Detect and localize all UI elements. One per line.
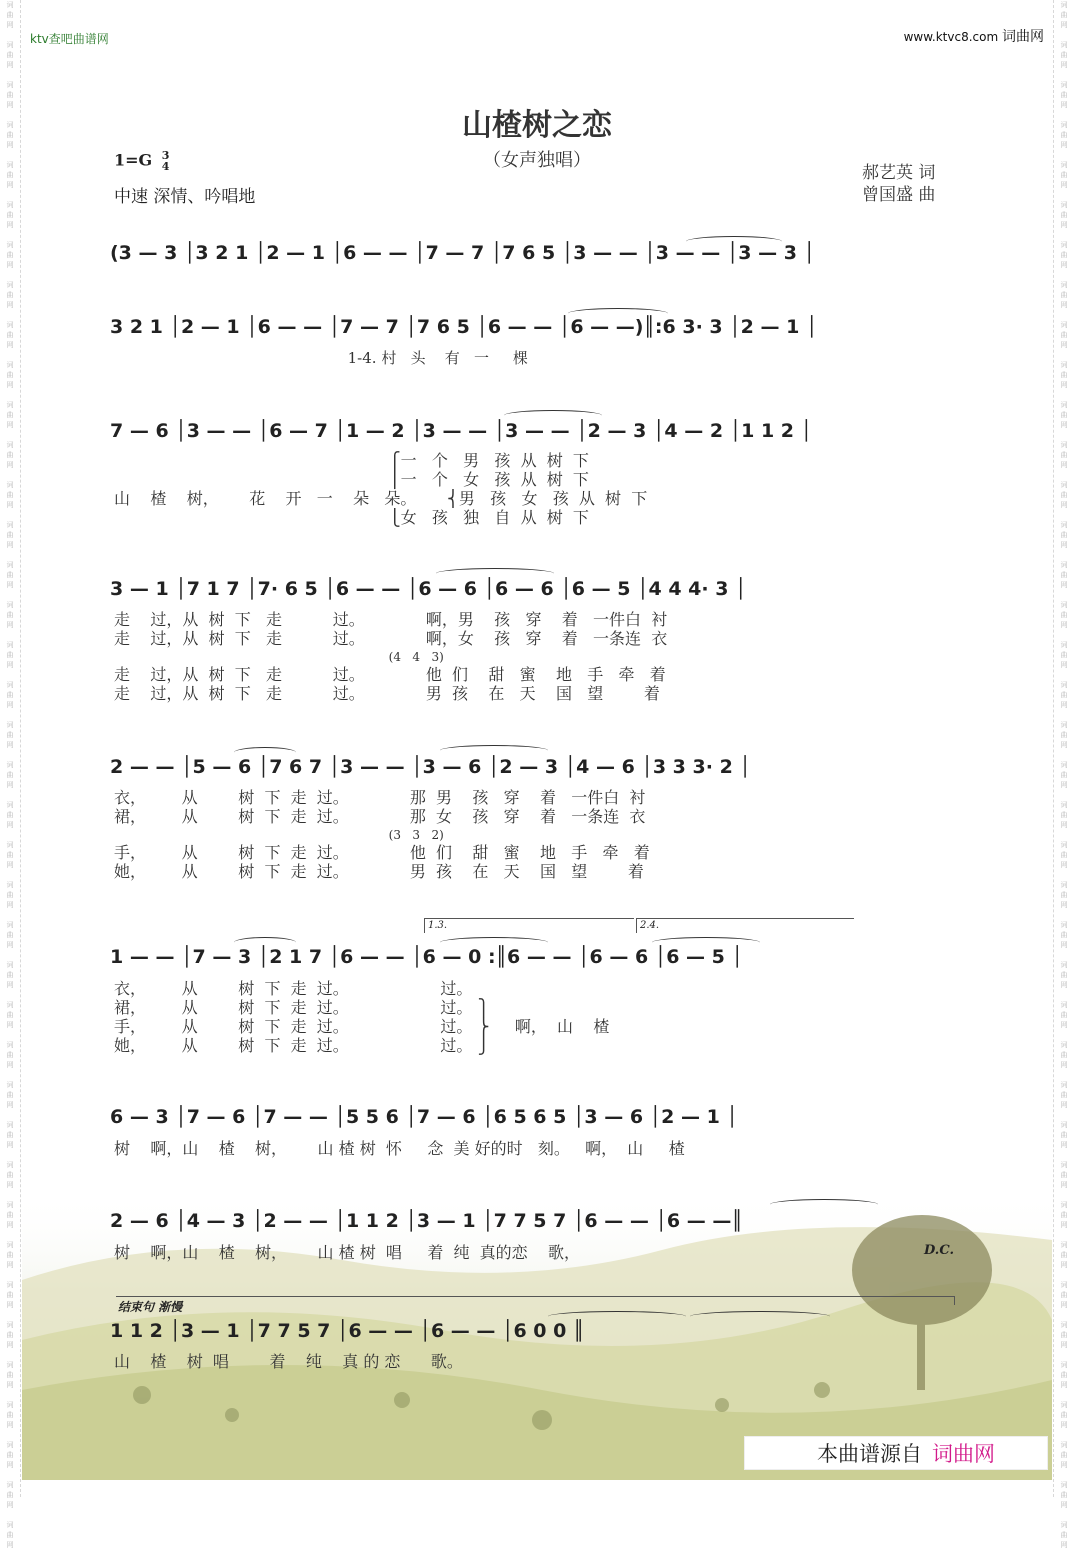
lyric-row-4-line-1: 走 过，从 树 下 走 过。 啊，男 孩 穿 着 一件白 衬 xyxy=(114,610,668,629)
lyric-row-5-line-1: 衣， 从 树 下 走 过。 那 男 孩 穿 着 一件白 衬 xyxy=(114,788,646,807)
slur xyxy=(440,937,548,948)
lyric-row-3-line-3: 山 楂 树， 花 开 一 朵 朵。 ⎨男 孩 女 孩 从 树 下 xyxy=(114,489,648,508)
slur xyxy=(234,747,296,758)
staff-row-8: 2 — 6 │4 — 3 │2 — — │1 1 2 │3 — 1 │7 7 5 7 │6 — — │6 — —║ xyxy=(110,1210,743,1232)
site-watermark-right xyxy=(904,26,1044,46)
site-watermark-left: ktv查吧曲谱网 xyxy=(30,32,109,46)
lyricist: 郝艺英 词 xyxy=(862,163,936,183)
staff-row-9: 1 1 2 │3 — 1 │7 7 5 7 │6 — — │6 — — │6 0 0 ║ xyxy=(110,1320,585,1342)
da-capo-marking: D.C. xyxy=(924,1243,954,1258)
lyric-row-8: 树 啊，山 楂 树， 山 楂 树 唱 着 纯 真的恋 歌， xyxy=(114,1243,581,1262)
lyric-row-6-line-1: 衣， 从 树 下 走 过。 过。 xyxy=(114,979,473,998)
slur xyxy=(770,1199,878,1210)
staff-row-5: 2 — — │5 — 6 │7 6 7 │3 — — │3 — 6 │2 — 3 │4 — 6 │3 3 3· 2 │ xyxy=(110,756,751,778)
site-url: www.ktvc8.com xyxy=(903,30,999,44)
staff-row-7: 6 — 3 │7 — 6 │7 — — │5 5 6 │7 — 6 │6 5 6 5 │3 — 6 │2 — 1 │ xyxy=(110,1106,738,1128)
lyric-row-5-line-2: 裙， 从 树 下 走 过。 那 女 孩 穿 着 一条连 衣 xyxy=(114,807,646,826)
staff-row-4: 3 — 1 │7 1 7 │7· 6 5 │6 — — │6 — 6 │6 — 6 │6 — 5 │4 4 4· 3 │ xyxy=(110,578,747,600)
time-signature xyxy=(162,150,170,172)
slur xyxy=(686,236,782,247)
lyric-row-3-line-4: ⎩女 孩 独 自 从 树 下 xyxy=(114,508,589,527)
credits xyxy=(862,162,935,206)
slur xyxy=(548,1311,686,1322)
ending-bracket xyxy=(116,1296,955,1305)
slur xyxy=(690,1311,830,1322)
lyric-row-5-line-4: 她， 从 树 下 走 过。 男 孩 在 天 国 望 着 xyxy=(114,862,644,881)
slur xyxy=(568,308,668,319)
volta-first-ending: 1.3. xyxy=(424,918,634,933)
right-watermark-strip: 词 曲 网 词 曲 网 词 曲 网 词 曲 网 词 曲 网 词 曲 网 词 曲 网 词 曲 网 词 曲 网 词 曲 网 词 曲 网 词 曲 网 词 曲 网 词 曲 网 词 曲 网 词 曲 网 词 曲 网 词 曲 网 词 曲 网 词 曲 网 词 曲 网 词 曲 网 词 曲 网 词 曲 网 词 曲 网 词 曲 网 词 曲 网 词 曲 网 词 曲 网 词 曲 网 词 曲 网 词 曲 网 词 曲 网 词 曲 网 词 曲 网 词 曲 网 词 曲 网 词 曲 网 词 曲 网 xyxy=(1053,0,1074,1497)
left-watermark-strip: 词 曲 网 词 曲 网 词 曲 网 词 曲 网 词 曲 网 词 曲 网 词 曲 网 词 曲 网 词 曲 网 词 曲 网 词 曲 网 词 曲 网 词 曲 网 词 曲 网 词 曲 网 词 曲 网 词 曲 网 词 曲 网 词 曲 网 词 曲 网 词 曲 网 词 曲 网 词 曲 网 词 曲 网 词 曲 网 词 曲 网 词 曲 网 词 曲 网 词 曲 网 词 曲 网 词 曲 网 词 曲 网 词 曲 网 词 曲 网 词 曲 网 词 曲 网 词 曲 网 词 曲 网 词 曲 网 xyxy=(0,0,21,1497)
source-credit-box xyxy=(744,1436,1048,1470)
lyric-row-3-line-2: ⎪一 个 女 孩 从 树 下 xyxy=(114,470,589,489)
lyric-row-6-line-3: 手， 从 树 下 走 过。 过。 ⎬ 啊， 山 楂 xyxy=(114,1017,610,1036)
staff-row-3: 7 — 6 │3 — — │6 — 7 │1 — 2 │3 — — │3 — — │2 — 3 │4 — 2 │1 1 2 │ xyxy=(110,420,813,442)
lyric-row-4-line-2: 走 过，从 树 下 走 过。 啊，女 孩 穿 着 一条连 衣 xyxy=(114,629,668,648)
source-brand[interactable]: 词曲网 xyxy=(932,1442,995,1466)
song-title: 山楂树之恋 xyxy=(462,108,612,143)
time-top: 3 xyxy=(161,149,170,162)
lyric-row-5-alt-notes: (3 3 2) xyxy=(114,828,444,842)
staff-row-2: 3 2 1 │2 — 1 │6 — — │7 — 7 │7 6 5 │6 — — │6 — —)║:6 3· 3 │2 — 1 │ xyxy=(110,316,818,338)
lyric-row-6-line-4: 她， 从 树 下 走 过。 过。 ⎭ xyxy=(114,1036,490,1055)
time-bottom: 4 xyxy=(161,160,170,173)
lyric-row-4-line-4: 走 过，从 树 下 走 过。 男 孩 在 天 国 望 着 xyxy=(114,684,660,703)
slur xyxy=(504,410,602,421)
song-subtitle: （女声独唱） xyxy=(483,150,591,171)
volta-second-ending: 2.4. xyxy=(636,918,854,933)
source-prefix: 本曲谱源自 xyxy=(817,1442,922,1466)
lyric-row-7: 树 啊，山 楂 树， 山 楂 树 怀 念 美 好的时 刻。 啊， 山 楂 xyxy=(114,1139,685,1158)
staff-row-6: 1 — — │7 — 3 │2 1 7 │6 — — │6 — 0 :║6 — — │6 — 6 │6 — 5 │ xyxy=(110,946,743,968)
composer: 曾国盛 曲 xyxy=(862,185,936,205)
lyric-row-6-line-2: 裙， 从 树 下 走 过。 过。 ⎫ xyxy=(114,998,490,1017)
ending-label: 结束句 渐慢 xyxy=(118,1300,183,1314)
lyric-row-4-line-3: 走 过，从 树 下 走 过。 他 们 甜 蜜 地 手 牵 着 xyxy=(114,665,666,684)
site-name: 词曲网 xyxy=(1002,29,1044,45)
slur xyxy=(436,568,554,579)
slur xyxy=(234,937,296,948)
staff-row-1: (3 — 3 │3 2 1 │2 — 1 │6 — — │7 — 7 │7 6 5 │3 — — │3 — — │3 — 3 │ xyxy=(110,242,815,264)
key-signature xyxy=(114,150,169,172)
key-label: 1=G xyxy=(114,150,153,170)
slur xyxy=(652,937,760,948)
lyric-row-9: 山 楂 树 唱 着 纯 真 的 恋 歌。 xyxy=(114,1352,463,1371)
lyric-row-3-line-1: ⎧一 个 男 孩 从 树 下 xyxy=(114,451,589,470)
slur xyxy=(440,745,548,756)
tempo-marking: 中速 深情、吟唱地 xyxy=(114,187,256,207)
lyric-row-5-line-3: 手， 从 树 下 走 过。 他 们 甜 蜜 地 手 牵 着 xyxy=(114,843,650,862)
lyric-row-4-alt-notes: (4 4 3) xyxy=(114,650,444,664)
lyric-row-2: 1-4. 村 头 有 一 棵 xyxy=(114,349,528,367)
